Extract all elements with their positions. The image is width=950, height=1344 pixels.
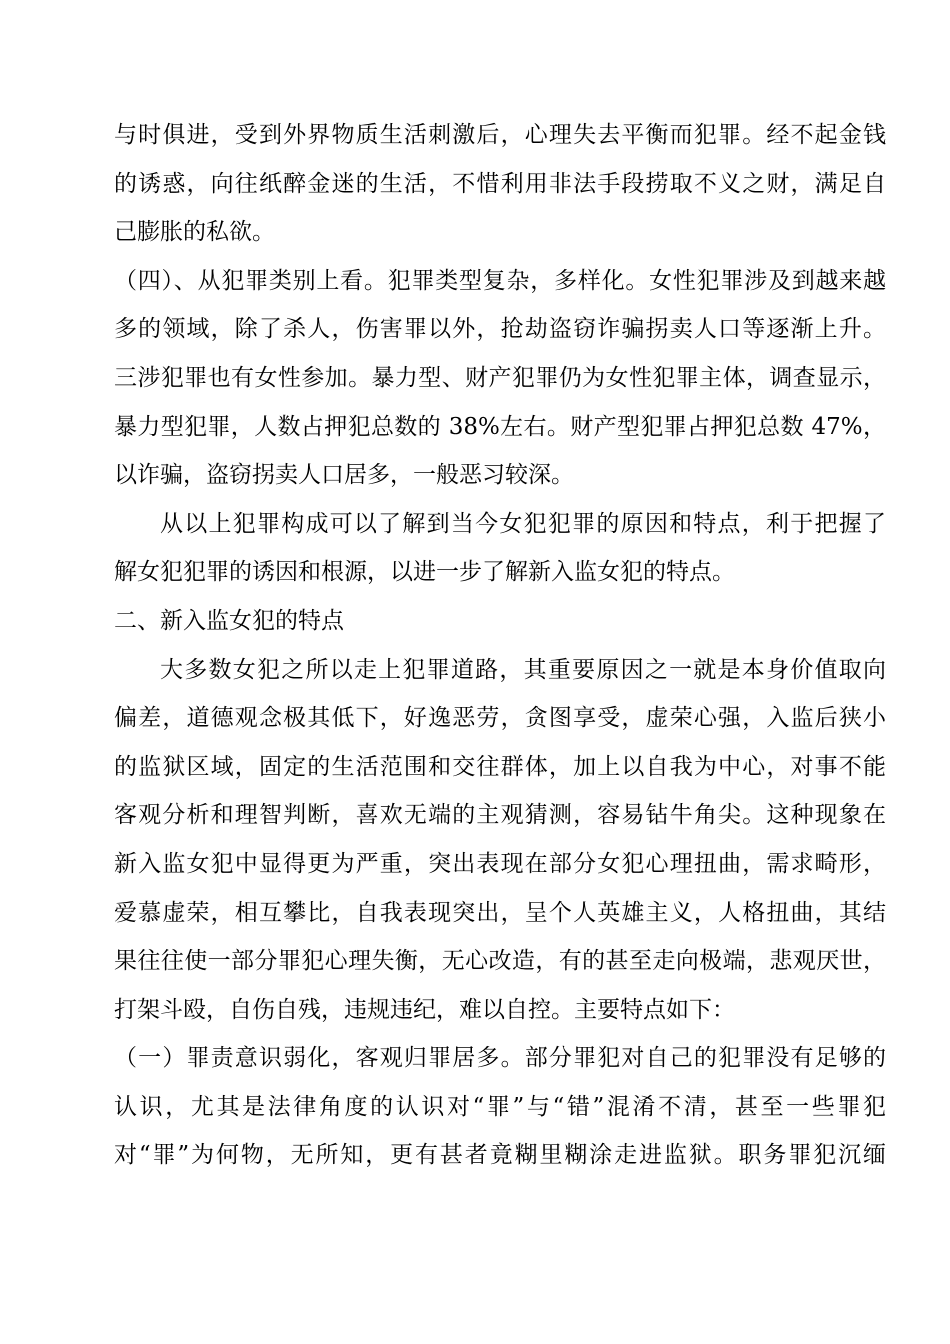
text-line: 对“罪”为何物，无所知，更有甚者竟糊里糊涂走进监狱。职务罪犯沉缅 bbox=[114, 1142, 886, 1169]
text-line: 解女犯犯罪的诱因和根源，以进一步了解新入监女犯的特点。 bbox=[114, 559, 735, 586]
text-line: 客观分析和理智判断，喜欢无端的主观猜测，容易钻牛角尖。这种现象在 bbox=[114, 802, 886, 829]
chapter-heading: 二、新入监女犯的特点 bbox=[114, 607, 344, 634]
text-line: 三涉犯罪也有女性参加。暴力型、财产犯罪仍为女性犯罪主体，调查显示， bbox=[114, 364, 886, 391]
text-line: 从以上犯罪构成可以了解到当今女犯犯罪的原因和特点，利于把握了 bbox=[160, 510, 886, 537]
text-line: 偏差，道德观念极其低下，好逸恶劳，贪图享受，虚荣心强，入监后狭小 bbox=[114, 705, 886, 732]
text-line: 以诈骗，盗窃拐卖人口居多，一般恶习较深。 bbox=[114, 462, 574, 489]
text-line: 果往往使一部分罪犯心理失衡，无心改造，有的甚至走向极端，悲观厌世， bbox=[114, 948, 886, 975]
text-line: 己膨胀的私欲。 bbox=[114, 219, 275, 246]
text-line: 认识，尤其是法律角度的认识对“罪”与“错”混淆不清，甚至一些罪犯 bbox=[114, 1093, 886, 1120]
text-line: 与时俱进，受到外界物质生活刺激后，心理失去平衡而犯罪。经不起金钱 bbox=[114, 122, 886, 148]
section-heading-4: （四）、从犯罪类别上看。犯罪类型复杂，多样化。女性犯罪涉及到越来越 bbox=[114, 267, 886, 294]
text-line: 多的领域，除了杀人，伤害罪以外，抢劫盗窃诈骗拐卖人口等逐渐上升。 bbox=[114, 316, 886, 343]
text-line: 的监狱区域，固定的生活范围和交往群体，加上以自我为中心，对事不能 bbox=[114, 753, 886, 780]
text-line: 爱慕虚荣，相互攀比，自我表现突出，呈个人英雄主义，人格扭曲，其结 bbox=[114, 899, 886, 926]
body-text bbox=[114, 111, 886, 1180]
text-line: 的诱惑，向往纸醉金迷的生活，不惜利用非法手段捞取不义之财，满足自 bbox=[114, 170, 886, 197]
section-heading-1: （一）罪责意识弱化，客观归罪居多。部分罪犯对自己的犯罪没有足够的 bbox=[114, 1045, 886, 1072]
text-line: 新入监女犯中显得更为严重，突出表现在部分女犯心理扭曲，需求畸形， bbox=[114, 850, 886, 877]
text-line: 暴力型犯罪，人数占押犯总数的 38%左右。财产型犯罪占押犯总数 47%， bbox=[114, 413, 886, 440]
text-line: 打架斗殴，自伤自残，违规违纪，难以自控。主要特点如下： bbox=[114, 996, 735, 1023]
text-line: 大多数女犯之所以走上犯罪道路，其重要原因之一就是本身价值取向 bbox=[160, 656, 886, 683]
